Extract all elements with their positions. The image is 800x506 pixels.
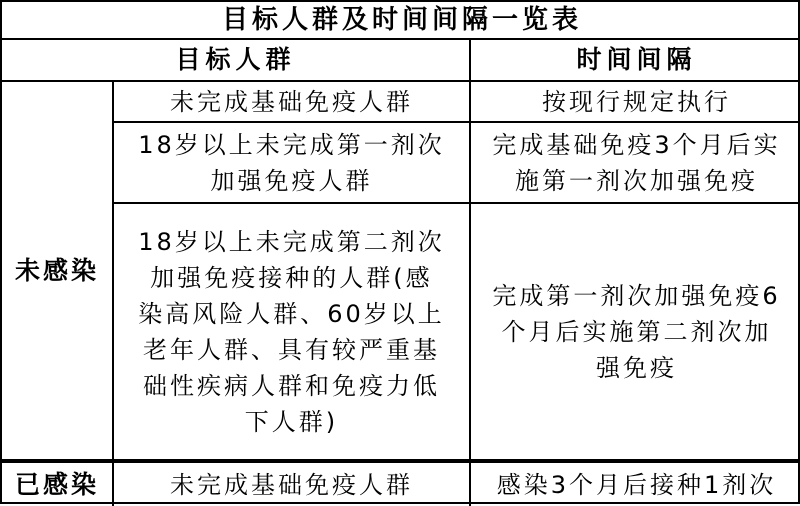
header-time-interval: 时间间隔 — [471, 40, 800, 82]
table-cell-target: 未完成基础免疫人群 — [114, 82, 471, 123]
group-label-infected: 已感染 — [2, 463, 114, 506]
table-cell-target: 18岁以上未完成第二剂次 加强免疫接种的人群(感 染高风险人群、60岁以上 老年人群、具有较严重基 础性疾病人群和免疫力低 下人群) — [114, 204, 471, 463]
table-cell-target: 未完成基础免疫人群 — [114, 463, 471, 506]
header-target-group: 目标人群 — [2, 40, 471, 82]
table-title: 目标人群及时间间隔一览表 — [2, 2, 800, 40]
group-label-uninfected: 未感染 — [2, 82, 114, 463]
table-cell-interval: 完成基础免疫3个月后实 施第一剂次加强免疫 — [471, 123, 800, 204]
table-cell-interval: 按现行规定执行 — [471, 82, 800, 123]
table-cell-interval: 感染3个月后接种1剂次 — [496, 470, 777, 499]
table-cell-interval: 完成第一剂次加强免疫6 个月后实施第二剂次加 强免疫 — [471, 204, 800, 463]
table-cell-target: 18岁以上未完成第一剂次 加强免疫人群 — [114, 123, 471, 204]
